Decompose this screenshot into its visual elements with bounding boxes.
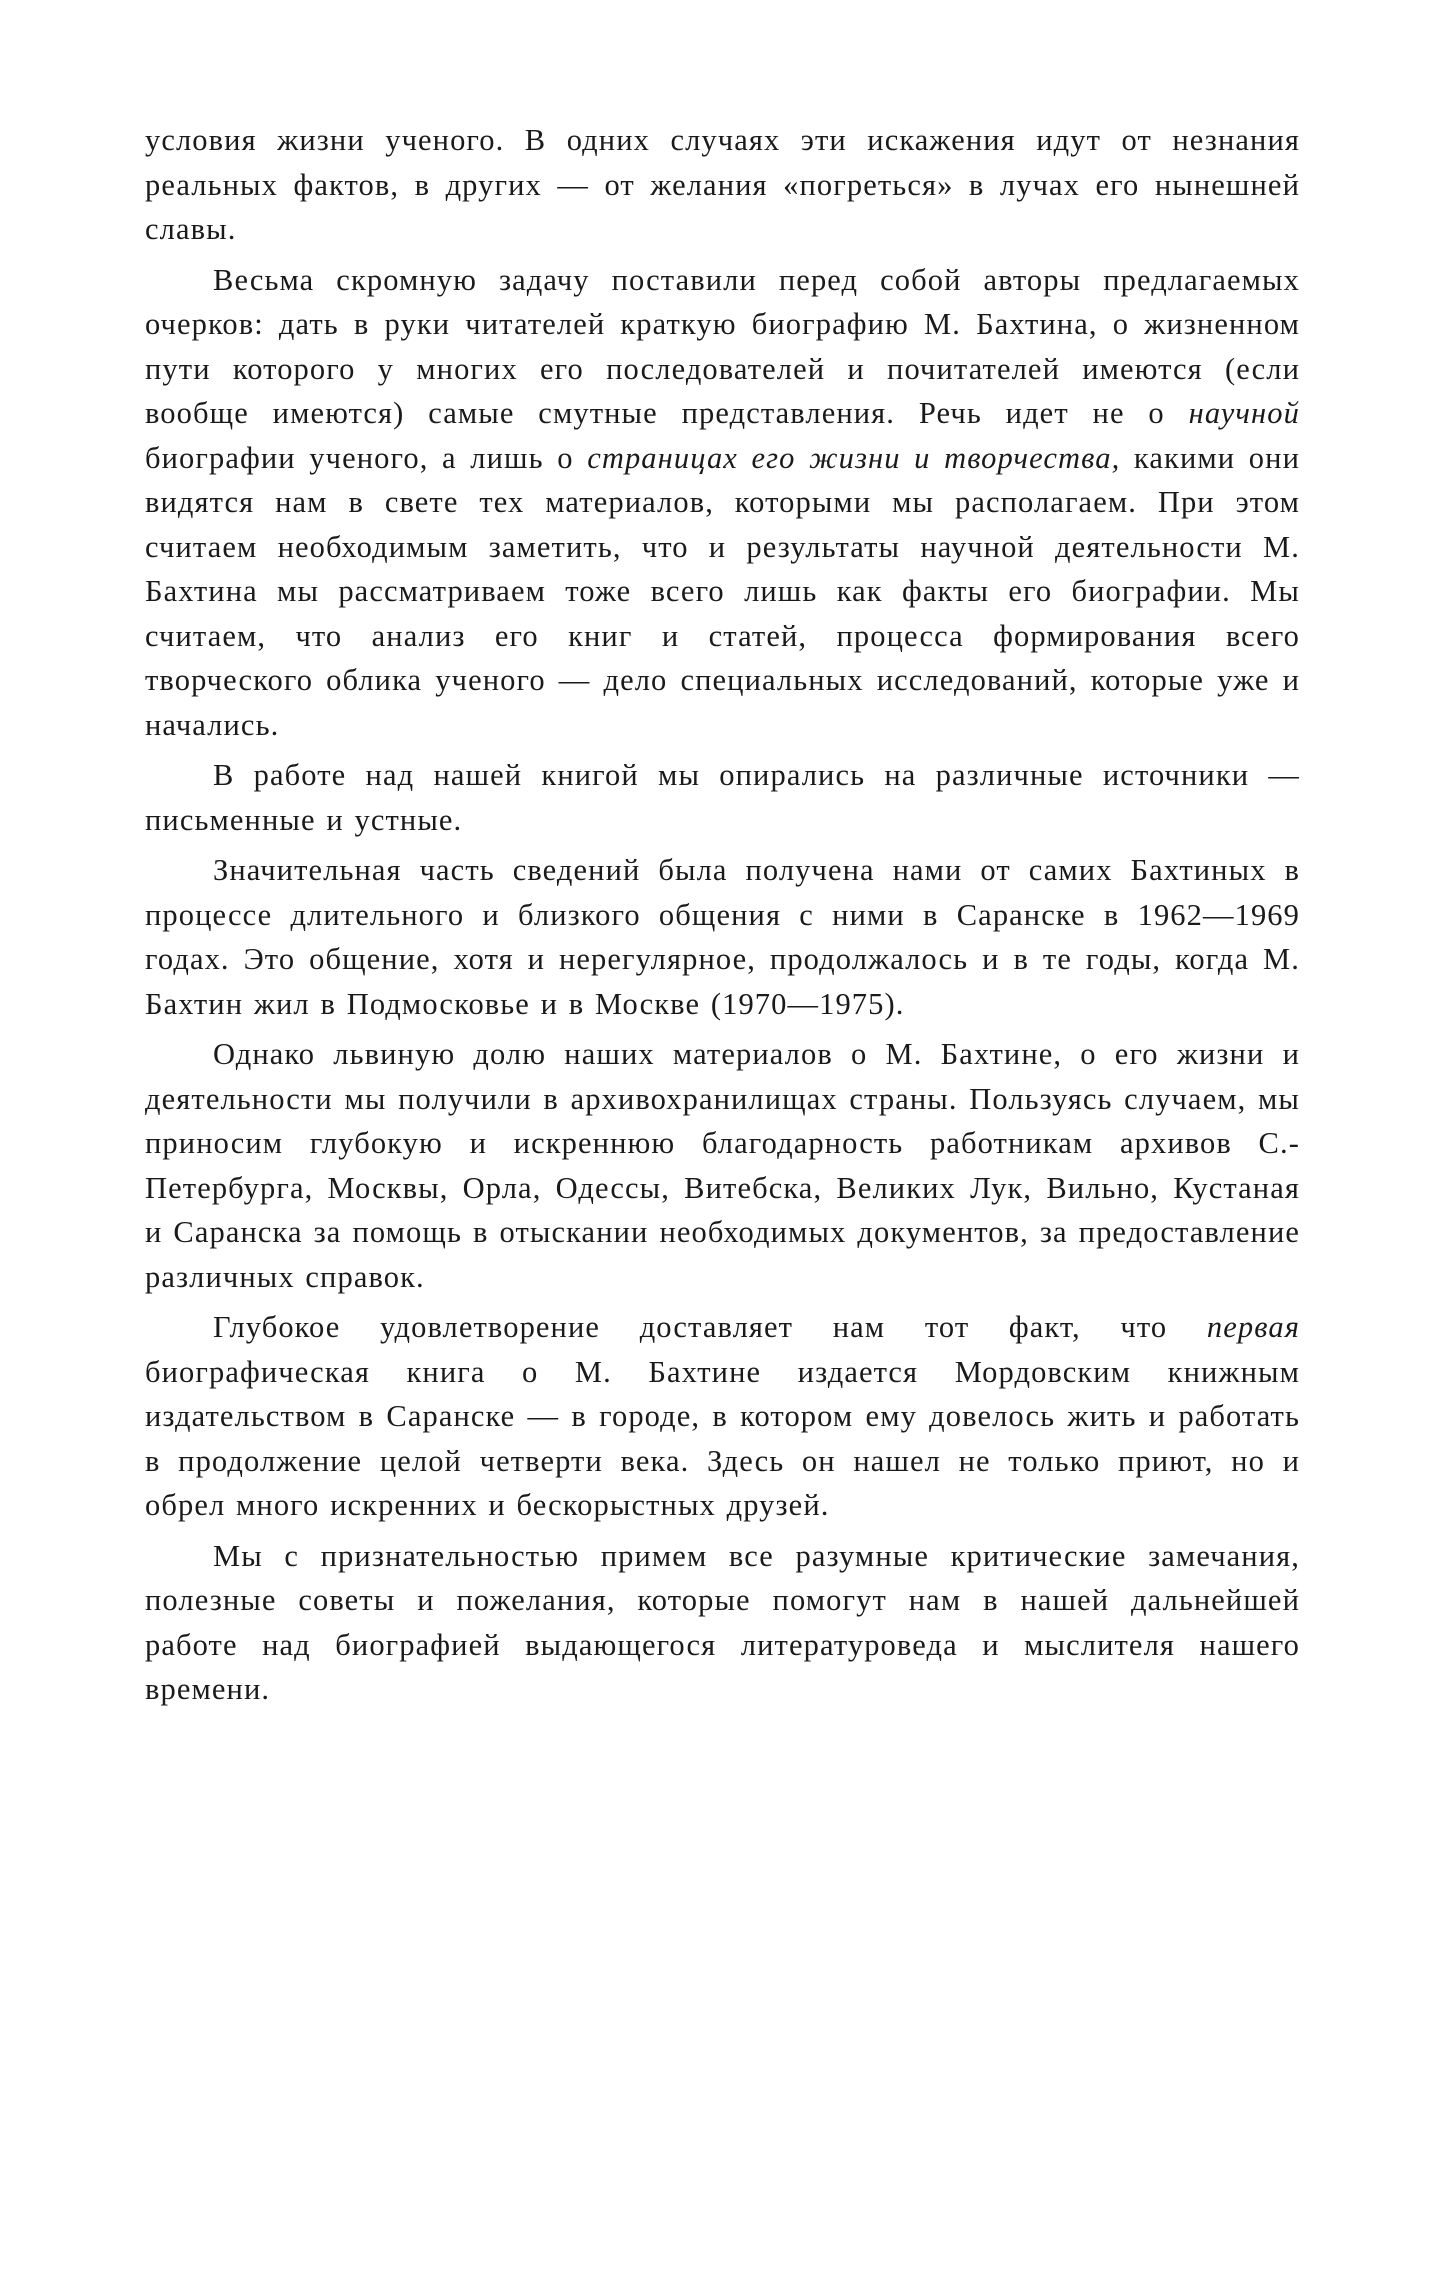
- text-segment: биографии ученого, а лишь о: [145, 440, 588, 475]
- paragraph-4: [145, 848, 1300, 1026]
- text-segment: В работе над нашей книгой мы опирались на различные источники — письменные и устные.: [145, 758, 1300, 837]
- paragraph-5: [145, 1032, 1300, 1299]
- text-segment: Весьма скромную задачу поставили перед собой авторы предлагаемых очерков: дать в руки читателей краткую биографию М. Бахтина, о жизненном пути которого у многих его последователей и почитателей имеются (если вообще имеются) самые смутные представления. Речь идет не о: [145, 262, 1300, 430]
- italic-text: научной: [1188, 396, 1300, 430]
- text-segment: Мы с признательностью примем все разумные критические замечания, полезные советы и пожелания, которые помогут нам в нашей дальнейшей работе над биографией выдающегося литературоведа и мыслителя нашего времени.: [145, 1538, 1300, 1706]
- text-segment: условия жизни ученого. В одних случаях эти искажения идут от незнания реальных фактов, в других — от желания «погреться» в лучах его нынешней славы.: [145, 123, 1300, 246]
- paragraph-6: [145, 1305, 1300, 1528]
- italic-text: страницах его жизни и творчества,: [587, 440, 1121, 475]
- paragraph-1: [145, 118, 1300, 252]
- paragraph-3: [145, 753, 1300, 842]
- text-segment: какими они видятся нам в свете тех материалов, которыми мы располагаем. При этом считаем необходимым заметить, что и результаты научной деятельности М. Бахтина мы рассматриваем тоже всего лишь как факты его биографии. Мы считаем, что анализ его книг и статей, процесса формирования всего творческого облика ученого — дело специальных исследований, которые уже и начались.: [145, 440, 1300, 742]
- text-segment: Однако львиную долю наших материалов о М. Бахтине, о его жизни и деятельности мы получили в архивохранилищах страны. Пользуясь случаем, мы приносим глубокую и искреннюю благодарность работникам архивов С.-Петербурга, Москвы, Орла, Одессы, Витебска, Великих Лук, Вильно, Кустаная и Саранска за помощь в отыскании необходимых документов, за предоставление различных справок.: [145, 1037, 1300, 1294]
- italic-text: первая: [1206, 1310, 1300, 1344]
- paragraph-7: [145, 1534, 1300, 1712]
- text-segment: Значительная часть сведений была получена нами от самих Бахтиных в процессе длительного и близкого общения с ними в Саранске в 1962—1969 годах. Это общение, хотя и нерегулярное, продолжалось и в те годы, когда М. Бахтин жил в Подмосковье и в Москве (1970—1975).: [145, 853, 1300, 1021]
- text-segment: биографическая книга о М. Бахтине издается Мордовским книжным издательством в Саранске — в городе, в котором ему довелось жить и работать в продолжение целой четверти века. Здесь он нашел не только приют, но и обрел много искренних и бескорыстных друзей.: [145, 1354, 1300, 1522]
- text-segment: Глубокое удовлетворение доставляет нам тот факт, что: [213, 1310, 1207, 1344]
- book-page: [145, 118, 1300, 1712]
- paragraph-2: [145, 258, 1300, 748]
